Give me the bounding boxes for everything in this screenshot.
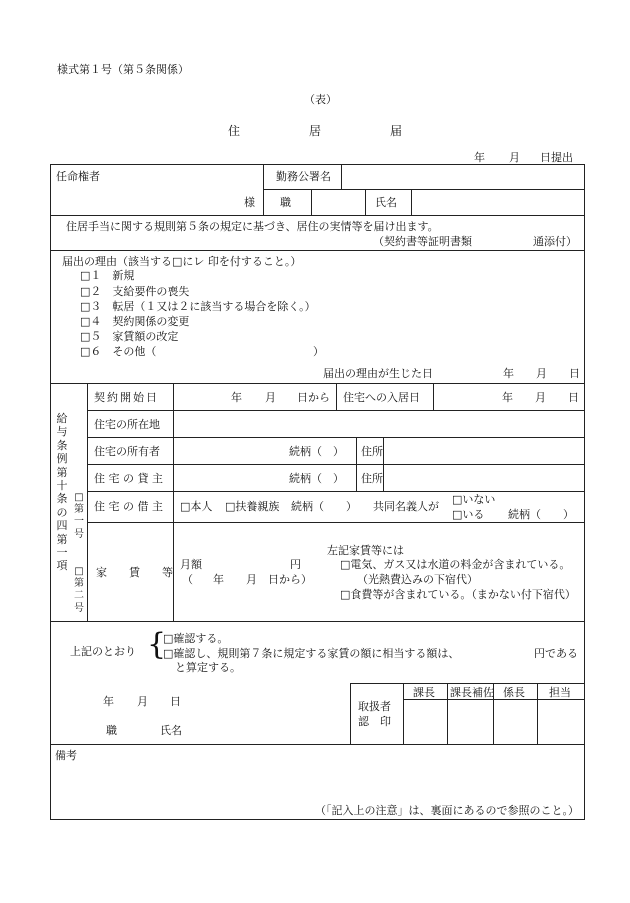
location-label: 住宅の所在地	[94, 418, 160, 431]
owner-relation: 続柄（ ）	[289, 445, 344, 458]
stamp-header-staff: 担当	[549, 686, 571, 699]
lessor-label: 住 宅 の 貸 主	[94, 472, 163, 485]
other-close-paren: ）	[313, 345, 324, 358]
borrower-dependent: □扶養親族	[225, 500, 280, 513]
title-char-2: 居	[309, 124, 322, 138]
confirm-position-label: 職	[106, 724, 117, 737]
borrower-relation: 続柄（ ）	[291, 500, 357, 513]
rent-from-year: 年	[213, 573, 224, 586]
occurred-month: 月	[536, 367, 547, 380]
lessor-relation: 続柄（ ）	[289, 472, 344, 485]
reason-item: □３ 転居（１又は２に該当する場合を除く。）	[80, 300, 316, 313]
utilities-note: （光熱費込みの下宿代）	[357, 573, 478, 586]
co-relation: 続柄（ ）	[508, 508, 574, 521]
confirm-option-2: □確認し、規則第７条に規定する家賃の額に相当する額は、	[163, 647, 460, 660]
attachment-open: （契約書等証明書類	[373, 235, 472, 248]
rent-label: 家 賃 等	[96, 566, 173, 579]
name-label: 氏名	[375, 196, 397, 209]
confirm-option-2-line2: と算定する。	[175, 661, 241, 674]
confirm-month: 月	[137, 695, 148, 708]
declaration-text: 住居手当に関する規則第５条の規定に基づき、居住の実情等を届け出ます。	[66, 220, 439, 233]
submit-month: 月	[509, 151, 520, 164]
occurred-label: 届出の理由が生じた日	[323, 367, 433, 380]
confirm-year: 年	[103, 695, 114, 708]
reason-item: □５ 家賃額の改定	[80, 330, 179, 343]
reason-item: □１ 新規	[80, 269, 135, 282]
yen-label: 円	[290, 558, 301, 571]
submit-day: 日提出	[540, 151, 573, 164]
position-label: 職	[280, 196, 291, 209]
move-in-label: 住宅への入居日	[343, 391, 420, 404]
move-in-day: 日	[568, 391, 579, 404]
confirm-name-label: 氏名	[160, 724, 182, 737]
borrower-label: 住 宅 の 借 主	[94, 500, 163, 513]
handler-label: 取扱者	[358, 700, 391, 713]
appointer-label: 任命権者	[56, 170, 100, 183]
confirm-option-2-yen: 円である	[534, 647, 578, 660]
includes-utilities: □電気、ガス又は水道の料金が含まれている。	[340, 558, 571, 571]
move-in-year: 年	[502, 391, 513, 404]
confirm-day: 日	[170, 695, 181, 708]
remarks-label: 備考	[55, 749, 77, 762]
submit-year: 年	[474, 151, 485, 164]
co-name-label: 共同名義人が	[373, 500, 439, 513]
contract-start-label: 契約開始日	[94, 391, 159, 404]
rent-from-close: 日から）	[268, 573, 312, 586]
borrower-self: □本人	[180, 500, 213, 513]
title-char-1: 住	[228, 124, 241, 138]
stamp-header-chief: 課長	[413, 686, 435, 699]
office-label: 勤務公署名	[276, 170, 331, 183]
form-number: 様式第１号（第５条関係）	[57, 63, 189, 76]
rent-from-month: 月	[246, 573, 257, 586]
stamp-header-deputy: 課長補佐	[450, 686, 494, 699]
title-char-3: 届	[390, 124, 403, 138]
contract-start-year: 年	[231, 391, 242, 404]
confirm-option-1: □確認する。	[163, 632, 229, 645]
item2-checkbox: □第二号	[74, 566, 84, 614]
contract-start-from: 日から	[297, 391, 330, 404]
contract-start-month: 月	[265, 391, 276, 404]
stamp-header-section: 係長	[503, 686, 525, 699]
brace-mark: {	[147, 627, 167, 662]
salary-ordinance-label: 給与条例第十条の四第一項	[56, 412, 68, 573]
handler-stamp-label: 認 印	[358, 715, 391, 728]
co-exists: □いる	[452, 508, 485, 521]
occurred-year: 年	[503, 367, 514, 380]
rent-from-open: （	[182, 573, 193, 586]
owner-label: 住宅の所有者	[94, 445, 160, 458]
occurred-day: 日	[569, 367, 580, 380]
includes-meals: □食費等が含まれている。（まかない付下宿代）	[340, 588, 576, 601]
reason-item: □６ その他（	[80, 345, 157, 358]
move-in-month: 月	[535, 391, 546, 404]
attachment-close: 通添付）	[533, 235, 577, 248]
lessor-address-label: 住所	[361, 472, 383, 485]
reason-item: □２ 支給要件の喪失	[80, 285, 190, 298]
remarks-footer: （「記入上の注意」は、裏面にあるので参照のこと。）	[315, 804, 579, 817]
reason-item: □４ 契約関係の変更	[80, 315, 190, 328]
item1-checkbox: □第一号	[74, 492, 84, 540]
reasons-heading: 届出の理由（該当する□にレ 印を付すること。）	[62, 255, 302, 268]
owner-address-label: 住所	[361, 445, 383, 458]
confirmation-label: 上記のとおり	[70, 645, 136, 658]
monthly-label: 月額	[180, 558, 202, 571]
sama-label: 様	[244, 196, 255, 209]
co-none: □いない	[452, 493, 496, 506]
includes-heading: 左記家賃等には	[327, 544, 404, 557]
side-label: （表）	[304, 93, 337, 106]
